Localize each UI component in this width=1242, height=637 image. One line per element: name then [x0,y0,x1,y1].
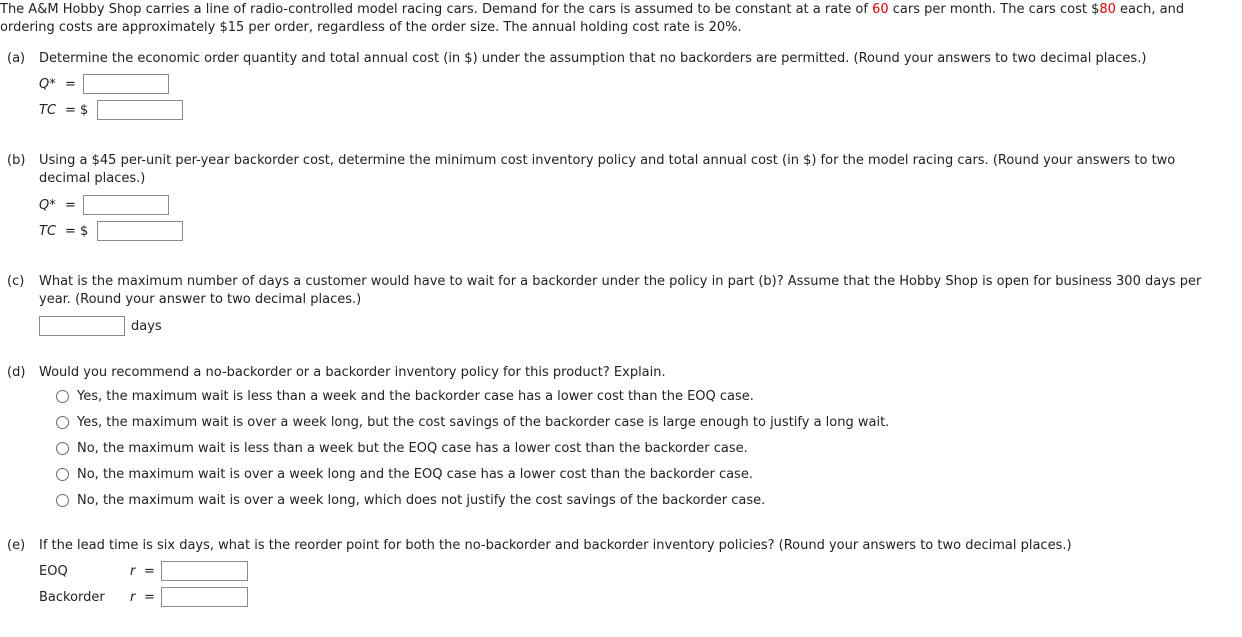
q-star-label: Q* [39,77,56,92]
part-c-days-row [39,316,239,338]
part-a-tc-row [39,100,239,122]
option-label: Yes, the maximum wait is over a week long, but the cost savings of the backorder case is large enough to justify a long wait. [77,415,890,430]
part-b-tc-row [39,221,239,243]
backorder-label: Backorder [39,590,105,605]
equals-sign: = [65,77,76,92]
q-star-label: Q* [39,198,56,213]
radio-button[interactable] [56,416,69,429]
radio-button[interactable] [56,494,69,507]
part-a-q-row [39,74,239,96]
part-c-days-input[interactable] [39,316,125,336]
part-e-question: If the lead time is six days, what is the reorder point for both the no-backorder and backorder inventory policies? (Round your answers to two decimal places.) [39,538,1072,553]
eoq-label: EOQ [39,564,68,579]
part-a-label: (a) [7,51,26,66]
equals-dollar-sign: = $ [65,224,89,239]
days-unit: days [131,319,162,334]
equals-sign: = [65,198,76,213]
eoq-r-input[interactable] [161,561,248,581]
option-label: Yes, the maximum wait is less than a week and the backorder case has a lower cost than the EOQ case. [77,389,754,404]
part-c-label: (c) [7,274,25,289]
demand-value: 60 [872,2,889,17]
equals-sign: = [144,590,155,605]
part-e-label: (e) [7,538,26,553]
cost-value: 80 [1099,2,1116,17]
radio-button[interactable] [56,442,69,455]
radio-button[interactable] [56,390,69,403]
part-e-eoq-row [39,561,269,583]
r-label: r [130,564,136,579]
part-b-label: (b) [7,153,26,168]
equals-sign: = [144,564,155,579]
part-b-question: Using a $45 per-unit per-year backorder cost, determine the minimum cost inventory policy and total annual cost (in $) for the model racing cars. (Round your answers to two decimal places.) [39,153,1176,186]
part-d-label: (d) [7,365,26,380]
part-a-question: Determine the economic order quantity and total annual cost (in $) under the assumption that no backorders are permitted. (Round your answers to two decimal places.) [39,51,1147,66]
part-b-tc-input[interactable] [97,221,183,241]
part-a-q-input[interactable] [83,74,169,94]
part-b-q-input[interactable] [83,195,169,215]
problem-statement [0,1,1238,37]
intro-text-3: each, and ordering costs are approximately $15 per order, regardless of the order size. The annual holding cost rate is 20%. [0,2,1185,35]
part-b-q-row [39,195,239,217]
option-label: No, the maximum wait is over a week long, which does not justify the cost savings of the backorder case. [77,493,766,508]
equals-dollar-sign: = $ [65,103,89,118]
part-a-tc-input[interactable] [97,100,183,120]
part-e-backorder-row [39,587,269,609]
part-d-question: Would you recommend a no-backorder or a backorder inventory policy for this product? Explain. [39,365,666,380]
tc-label: TC [39,224,57,239]
intro-text-1: The A&M Hobby Shop carries a line of radio-controlled model racing cars. Demand for the cars is assumed to be constant at a rate of [0,2,873,17]
backorder-r-input[interactable] [161,587,248,607]
option-label: No, the maximum wait is less than a week but the EOQ case has a lower cost than the backorder case. [77,441,748,456]
option-label: No, the maximum wait is over a week long and the EOQ case has a lower cost than the backorder case. [77,467,753,482]
part-c-question: What is the maximum number of days a customer would have to wait for a backorder under the policy in part (b)? Assume that the Hobby Shop is open for business 300 days per year. (Round your answer to two decimal places.) [39,274,1202,307]
radio-button[interactable] [56,468,69,481]
intro-text-2: cars per month. The cars cost $ [888,2,1100,17]
tc-label: TC [39,103,57,118]
r-label: r [130,590,136,605]
